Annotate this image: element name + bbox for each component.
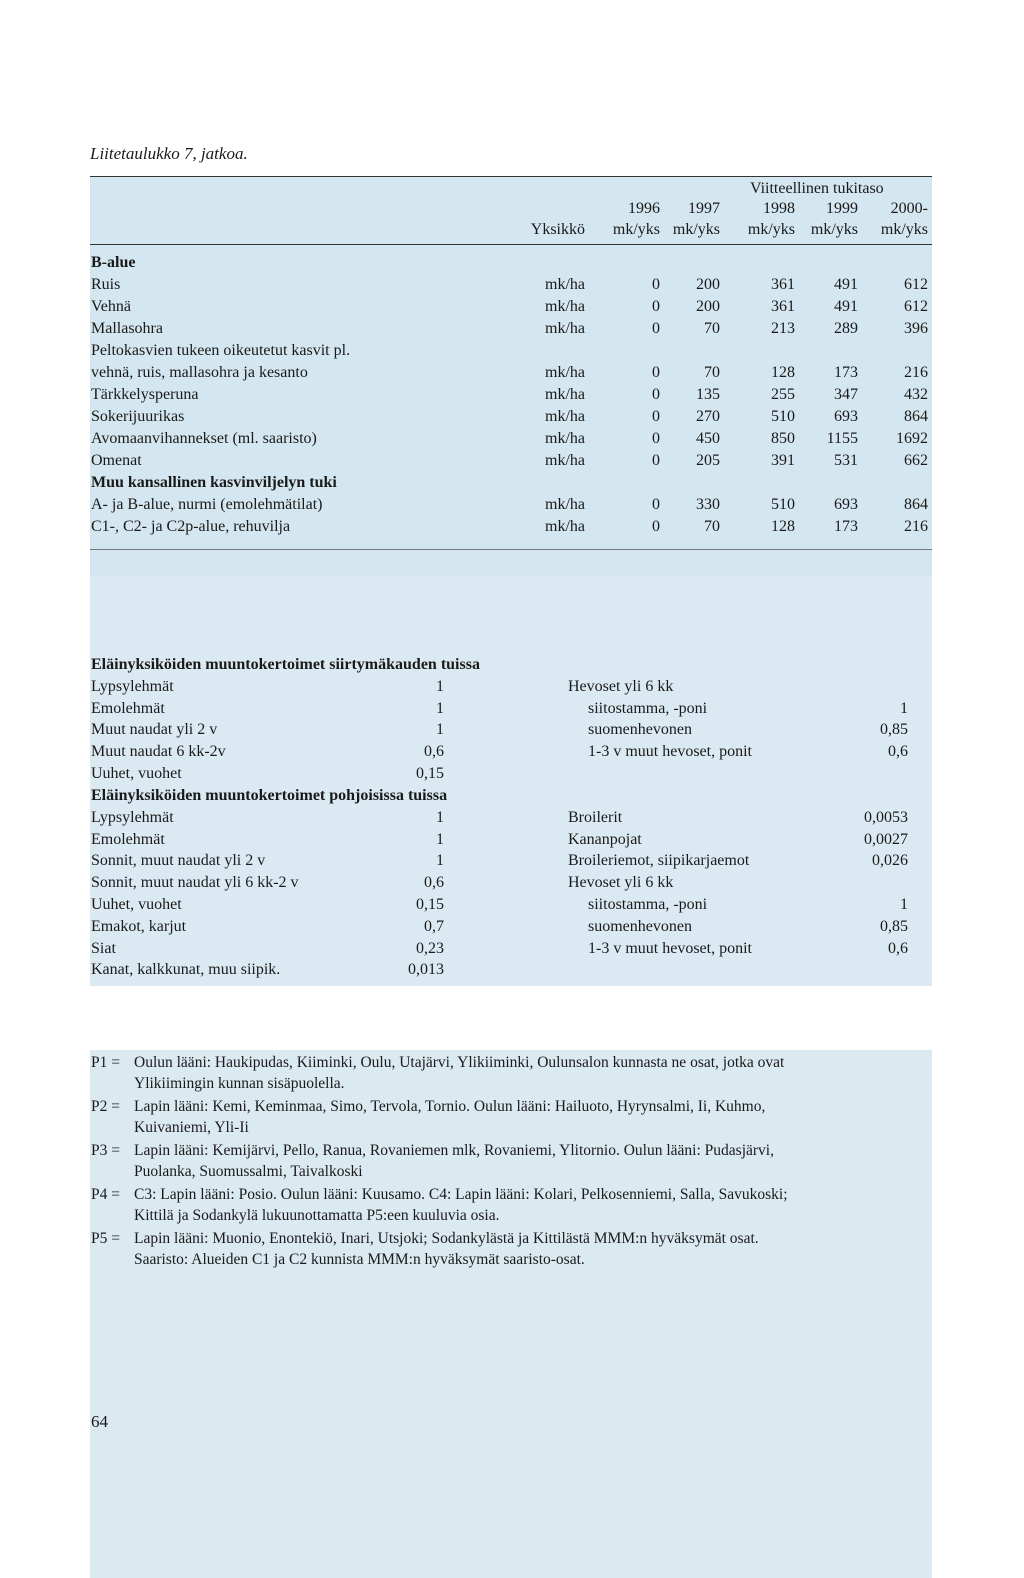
coefficient-label: Siat (91, 940, 116, 957)
row-label: Avomaanvihannekset (ml. saaristo) (91, 430, 317, 447)
row-value: 0 (652, 364, 660, 381)
row-unit: mk/ha (545, 496, 585, 513)
row-value: 128 (771, 364, 795, 381)
row-value: 510 (771, 408, 795, 425)
note-text: Saaristo: Alueiden C1 ja C2 kunnista MMM:n hyväksymät saaristo-osat. (134, 1251, 585, 1268)
row-unit: mk/ha (545, 452, 585, 469)
row-value: 432 (904, 386, 928, 403)
row-value: 205 (696, 452, 720, 469)
note-key: P4 = (91, 1186, 120, 1203)
row-unit: mk/ha (545, 518, 585, 535)
coefficient-label: 1-3 v muut hevoset, ponit (588, 743, 752, 760)
coefficient-value: 0,85 (880, 721, 908, 738)
row-value: 70 (704, 320, 720, 337)
year-unit-header: mk/yks (810, 221, 858, 238)
row-unit: mk/ha (545, 320, 585, 337)
group-header: Viitteellinen tukitaso (750, 180, 884, 197)
row-label: Peltokasvien tukeen oikeutetut kasvit pl. (91, 342, 351, 359)
row-unit: mk/ha (545, 298, 585, 315)
row-value: 361 (771, 276, 795, 293)
row-value: 510 (771, 496, 795, 513)
row-unit: mk/ha (545, 386, 585, 403)
coefficient-label: Muut naudat yli 2 v (91, 721, 218, 738)
row-value: 0 (652, 496, 660, 513)
note-text: Ylikiimingin kunnan sisäpuolella. (134, 1075, 345, 1092)
row-label: C1-, C2- ja C2p-alue, rehuvilja (91, 518, 291, 535)
coefficient-label: Broileriemot, siipikarjaemot (568, 852, 750, 869)
coefficient-value: 0,0027 (864, 831, 908, 848)
section-heading: Muu kansallinen kasvinviljelyn tuki (91, 474, 337, 491)
row-value: 0 (652, 298, 660, 315)
row-value: 270 (696, 408, 720, 425)
year-header: 1996 (628, 200, 660, 217)
coefficient-title: Eläinyksiköiden muuntokertoimet siirtymäkauden tuissa (91, 656, 480, 673)
row-value: 70 (704, 518, 720, 535)
note-text: Lapin lääni: Kemijärvi, Pello, Ranua, Rovaniemen mlk, Rovaniemi, Ylitornio. Oulun lääni: Pudasjärvi, (134, 1142, 774, 1159)
coefficient-label: Sonnit, muut naudat yli 2 v (91, 852, 266, 869)
note-key: P2 = (91, 1098, 120, 1115)
row-value: 693 (834, 496, 858, 513)
row-label: Sokerijuurikas (91, 408, 185, 425)
note-text: Lapin lääni: Muonio, Enontekiö, Inari, Utsjoki; Sodankylästä ja Kittilästä MMM:n hyväksymät osat. (134, 1230, 759, 1247)
row-label: Omenat (91, 452, 142, 469)
row-value: 612 (904, 298, 928, 315)
coefficient-label: Lypsylehmät (91, 678, 174, 695)
coefficient-label: Emakot, karjut (91, 918, 187, 935)
coefficient-value: 0,6 (424, 743, 444, 760)
coefficient-label: Kananpojat (568, 831, 642, 848)
note-text: Kuivaniemi, Yli-Ii (134, 1119, 249, 1136)
coefficient-label: Emolehmät (91, 831, 165, 848)
coefficient-value: 0,23 (416, 940, 444, 957)
coefficient-value: 1 (436, 831, 444, 848)
coefficient-label: Emolehmät (91, 700, 165, 717)
row-value: 0 (652, 518, 660, 535)
coefficient-value: 0,15 (416, 896, 444, 913)
year-header: 2000- (890, 200, 928, 217)
row-value: 0 (652, 452, 660, 469)
coefficient-label: siitostamma, -poni (588, 896, 708, 913)
year-unit-header: mk/yks (880, 221, 928, 238)
row-value: 330 (696, 496, 720, 513)
row-label: Tärkkelysperuna (91, 386, 199, 403)
row-value: 396 (904, 320, 928, 337)
row-value: 173 (834, 364, 858, 381)
table-header-rule (90, 244, 932, 245)
coefficient-value: 0,85 (880, 918, 908, 935)
note-key: P3 = (91, 1142, 120, 1159)
table-top-rule (90, 176, 932, 177)
year-header: 1998 (763, 200, 795, 217)
row-value: 70 (704, 364, 720, 381)
row-value: 135 (696, 386, 720, 403)
coefficient-value: 1 (900, 896, 908, 913)
row-label: A- ja B-alue, nurmi (emolehmätilat) (91, 496, 323, 513)
row-label: vehnä, ruis, mallasohra ja kesanto (91, 364, 308, 381)
row-unit: mk/ha (545, 408, 585, 425)
row-value: 255 (771, 386, 795, 403)
note-text: Lapin lääni: Kemi, Keminmaa, Simo, Tervola, Tornio. Oulun lääni: Hailuoto, Hyrynsalmi, Ii, Kuhmo, (134, 1098, 766, 1115)
row-unit: mk/ha (545, 430, 585, 447)
row-value: 128 (771, 518, 795, 535)
coefficient-label: 1-3 v muut hevoset, ponit (588, 940, 752, 957)
row-value: 0 (652, 320, 660, 337)
table-bottom-rule (90, 549, 932, 550)
coefficient-label: Uuhet, vuohet (91, 896, 182, 913)
row-value: 491 (834, 298, 858, 315)
coefficient-value: 0,013 (408, 961, 444, 978)
coefficient-value: 0,6 (424, 874, 444, 891)
coefficient-title: Eläinyksiköiden muuntokertoimet pohjoisissa tuissa (91, 787, 448, 804)
coefficient-value: 1 (436, 809, 444, 826)
row-label: Vehnä (91, 298, 131, 315)
row-value: 200 (696, 276, 720, 293)
row-value: 0 (652, 276, 660, 293)
unit-header: Yksikkö (530, 221, 585, 238)
row-value: 0 (652, 430, 660, 447)
coefficient-label: Kanat, kalkkunat, muu siipik. (91, 961, 281, 978)
note-key: P5 = (91, 1230, 120, 1247)
row-value: 864 (904, 408, 928, 425)
row-value: 850 (771, 430, 795, 447)
note-text: Oulun lääni: Haukipudas, Kiiminki, Oulu, Utajärvi, Ylikiiminki, Oulunsalon kunnasta ne osat, jotka ovat (134, 1054, 785, 1071)
coefficient-label: suomenhevonen (588, 721, 692, 738)
coefficient-label: Uuhet, vuohet (91, 765, 182, 782)
coefficient-value: 0,0053 (864, 809, 908, 826)
coefficient-value: 0,026 (872, 852, 908, 869)
year-header: 1997 (688, 200, 720, 217)
coefficient-value: 1 (436, 700, 444, 717)
coefficient-label: siitostamma, -poni (588, 700, 708, 717)
coefficient-panel (90, 576, 932, 986)
year-unit-header: mk/yks (672, 221, 720, 238)
note-key: P1 = (91, 1054, 120, 1071)
row-value: 216 (904, 364, 928, 381)
year-header: 1999 (826, 200, 858, 217)
note-text: Kittilä ja Sodankylä lukuunottamatta P5:een kuuluvia osia. (134, 1207, 500, 1224)
page-number: 64 (91, 1412, 108, 1431)
coefficient-value: 1 (436, 721, 444, 738)
row-value: 612 (904, 276, 928, 293)
row-value: 216 (904, 518, 928, 535)
row-value: 213 (771, 320, 795, 337)
coefficient-label: suomenhevonen (588, 918, 692, 935)
coefficient-value: 0,15 (416, 765, 444, 782)
coefficient-label: Broilerit (568, 809, 623, 826)
coefficient-label: Sonnit, muut naudat yli 6 kk-2 v (91, 874, 299, 891)
coefficient-label: Hevoset yli 6 kk (568, 874, 674, 891)
coefficient-value: 1 (436, 678, 444, 695)
row-value: 491 (834, 276, 858, 293)
coefficient-value: 1 (436, 852, 444, 869)
row-value: 289 (834, 320, 858, 337)
row-value: 0 (652, 386, 660, 403)
row-label: Ruis (91, 276, 121, 293)
note-text: C3: Lapin lääni: Posio. Oulun lääni: Kuusamo. C4: Lapin lääni: Kolari, Pelkosenniemi, Salla, Savukoski; (134, 1186, 788, 1203)
row-value: 391 (771, 452, 795, 469)
table-caption: Liitetaulukko 7, jatkoa. (90, 144, 248, 163)
note-text: Puolanka, Suomussalmi, Taivalkoski (134, 1163, 363, 1180)
row-value: 0 (652, 408, 660, 425)
year-unit-header: mk/yks (747, 221, 795, 238)
row-value: 450 (696, 430, 720, 447)
coefficient-label: Hevoset yli 6 kk (568, 678, 674, 695)
coefficient-value: 0,6 (888, 940, 908, 957)
coefficient-value: 1 (900, 700, 908, 717)
coefficient-label: Lypsylehmät (91, 809, 174, 826)
row-unit: mk/ha (545, 364, 585, 381)
coefficient-label: Muut naudat 6 kk-2v (91, 743, 226, 760)
row-value: 200 (696, 298, 720, 315)
row-value: 173 (834, 518, 858, 535)
row-value: 361 (771, 298, 795, 315)
coefficient-value: 0,6 (888, 743, 908, 760)
row-value: 1155 (826, 430, 858, 447)
year-unit-header: mk/yks (612, 221, 660, 238)
row-value: 693 (834, 408, 858, 425)
coefficient-value: 0,7 (424, 918, 444, 935)
row-value: 1692 (896, 430, 928, 447)
row-value: 662 (904, 452, 928, 469)
row-label: Mallasohra (91, 320, 163, 337)
row-value: 531 (834, 452, 858, 469)
row-unit: mk/ha (545, 276, 585, 293)
row-value: 864 (904, 496, 928, 513)
section-heading: B-alue (91, 254, 136, 271)
row-value: 347 (834, 386, 858, 403)
